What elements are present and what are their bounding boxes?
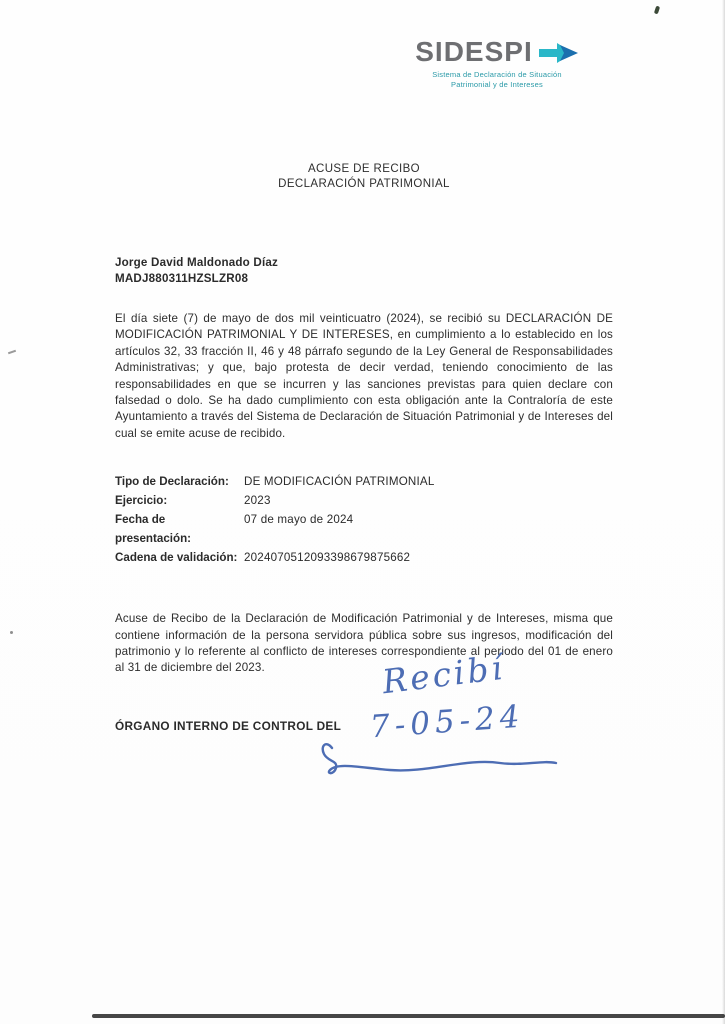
logo-text: SIDESPI [415,36,533,67]
detail-value: 2024070512093398679875662 [244,551,411,565]
detail-row-ejercicio [115,491,613,510]
recipient-block [115,255,613,286]
recipient-name: Jorge David Maldonado Díaz [115,256,279,269]
handwritten-recibi: Recibí [380,647,508,702]
detail-value: 07 de mayo de 2024 [244,513,354,527]
document-title [115,0,613,192]
detail-row-cadena [115,548,613,567]
detail-label: Cadena de validación: [115,551,238,565]
recipient-curp: MADJ880311HZSLZR08 [115,271,249,285]
body-paragraph-1: El día siete (7) de mayo de dos mil veinticuatro (2024), se recibió su DECLARACIÓN DE MODIFICACIÓN PATRIMONIAL Y DE INTERESES, en cumplimiento a lo establecido en los artículos 32, 33 fracción II, 46 y 48 párrafo segundo de la Ley General de Responsabilidades Administrativas; y que, bajo protesta de decir verdad, teniendo conocimiento de las responsabilidades en que se incurren y las sanciones previstas para quien declare con falsedad o dolo. Se ha dado cumplimiento con esta obligación ante la Contraloría de este Ayuntamiento a través del Sistema de Declaración de Situación Patrimonial y de Intereses del cual se emite acuse de recibido. [115,312,613,440]
detail-label: Fecha de presentación: [115,513,192,546]
declaration-details [115,472,613,567]
handwritten-underline [318,732,563,782]
document-title-line2: DECLARACIÓN PATRIMONIAL [278,178,450,190]
body-paragraph-2: Acuse de Recibo de la Declaración de Modificación Patrimonial y de Intereses, misma que contiene información de la persona servidora pública sobre sus ingresos, modificación del patrimonio y lo referente al conflicto de intereses correspondiente al periodo del 01 de enero al 31 de diciembre del 2023. [115,612,613,675]
logo-row [397,36,597,68]
logo-tagline-line1: Sistema de Declaración de Situación [432,70,562,79]
detail-row-fecha [115,510,613,548]
scan-artifact-bottom-edge [92,1014,725,1018]
organ-line: ÓRGANO INTERNO DE CONTROL DEL [115,718,342,733]
handwritten-date: 7-05-24 [368,698,526,746]
scan-artifact-corner-mark [654,6,660,15]
detail-label: Tipo de Declaración: [115,475,229,489]
detail-value: DE MODIFICACIÓN PATRIMONIAL [244,475,435,489]
detail-value: 2023 [244,494,271,508]
logo-tagline-line2: Patrimonial y de Intereses [451,79,543,89]
detail-row-tipo [115,472,613,491]
logo-arrow-icon [537,40,579,66]
scan-artifact-dash [8,350,16,355]
sidespi-logo [397,36,597,89]
logo-tagline [397,70,597,89]
scan-artifact-dot [10,631,13,634]
document-title-line1: ACUSE DE RECIBO [307,163,421,175]
detail-label: Ejercicio: [115,494,168,508]
